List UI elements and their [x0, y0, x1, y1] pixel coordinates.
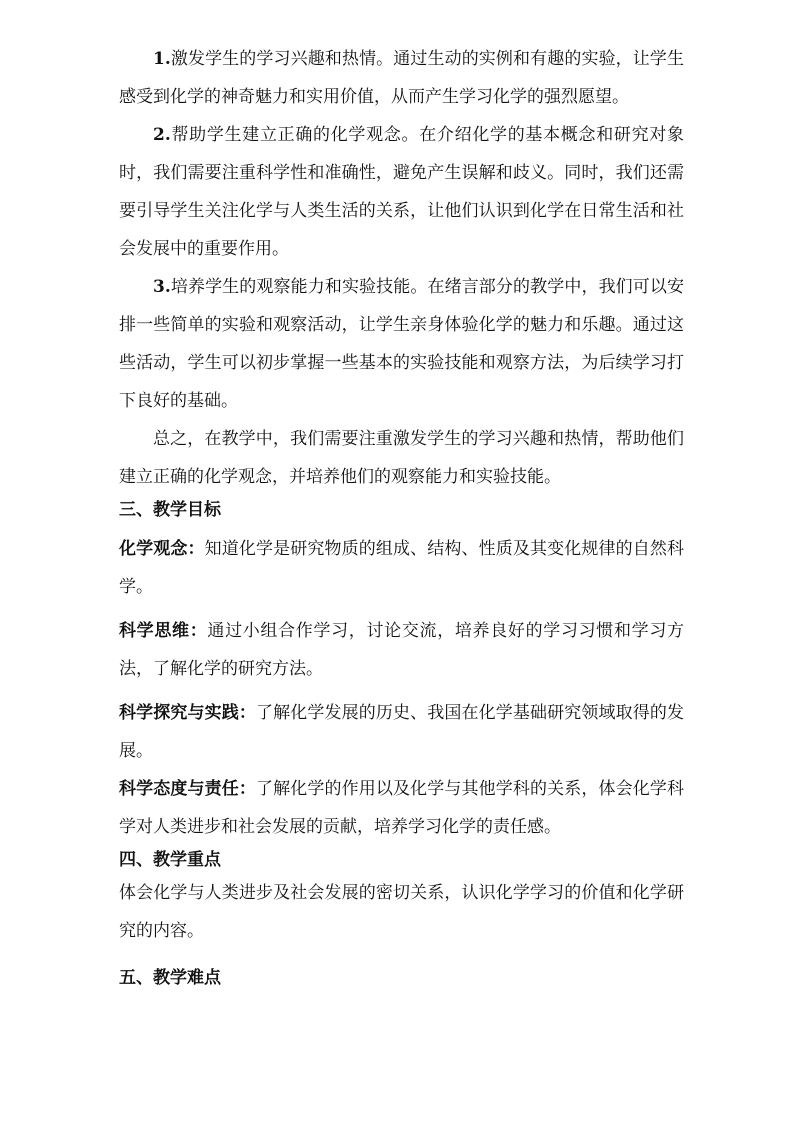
section-4-text: 体会化学与人类进步及社会发展的密切关系，认识化学学习的价值和化学研究的内容。 — [119, 883, 684, 941]
goal-item-chemistry-concept — [119, 530, 684, 606]
goal-term: 化学观念： — [119, 539, 205, 559]
document-page — [119, 40, 684, 992]
goal-item-attitude-responsibility — [119, 770, 684, 846]
paragraph-2-text: 帮助学生建立正确的化学观念。在介绍化学的基本概念和研究对象时，我们需要注重科学性和准确性，避免产生误解和歧义。同时，我们还需要引导学生关注化学与人类生活的关系，让他们认识到化学在日常生活和社会发展中的重要作用。 — [119, 125, 684, 259]
section-3-heading: 三、教学目标 — [119, 500, 221, 520]
paragraph-2 — [119, 116, 684, 268]
section-5-heading: 五、教学难点 — [119, 968, 221, 988]
goal-text: 了解化学的作用以及化学与其他学科的关系，体会化学科学对人类进步和社会发展的贡献，培养学习化学的责任感。 — [119, 779, 684, 837]
paragraph-1-text: 激发学生的学习兴趣和热情。通过生动的实例和有趣的实验，让学生感受到化学的神奇魅力和实用价值，从而产生学习化学的强烈愿望。 — [119, 49, 684, 107]
goal-text: 知道化学是研究物质的组成、结构、性质及其变化规律的自然科学。 — [119, 539, 684, 597]
paragraph-1-number: 1. — [153, 49, 171, 69]
goal-text: 了解化学发展的历史、我国在化学基础研究领域取得的发展。 — [119, 703, 684, 761]
section-4-heading: 四、教学重点 — [119, 850, 221, 870]
goal-term: 科学思维： — [119, 621, 208, 641]
goal-text: 通过小组合作学习，讨论交流，培养良好的学习习惯和学习方法，了解化学的研究方法。 — [119, 621, 685, 679]
paragraph-1 — [119, 40, 684, 116]
summary-paragraph: 总之，在教学中，我们需要注重激发学生的学习兴趣和热情，帮助他们建立正确的化学观念，并培养他们的观察能力和实验技能。 — [119, 429, 684, 487]
goal-item-inquiry-practice — [119, 694, 684, 770]
goal-item-scientific-thinking — [119, 612, 684, 688]
goal-term: 科学探究与实践： — [119, 703, 256, 723]
paragraph-3 — [119, 268, 684, 420]
spacer — [119, 950, 684, 964]
paragraph-3-text: 培养学生的观察能力和实验技能。在绪言部分的教学中，我们可以安排一些简单的实验和观察活动，让学生亲身体验化学的魅力和乐趣。通过这些活动，学生可以初步掌握一些基本的实验技能和观察方法，为后续学习打下良好的基础。 — [119, 277, 684, 411]
goal-term: 科学态度与责任： — [119, 779, 256, 799]
paragraph-3-number: 3. — [153, 277, 171, 297]
paragraph-2-number: 2. — [153, 125, 171, 145]
